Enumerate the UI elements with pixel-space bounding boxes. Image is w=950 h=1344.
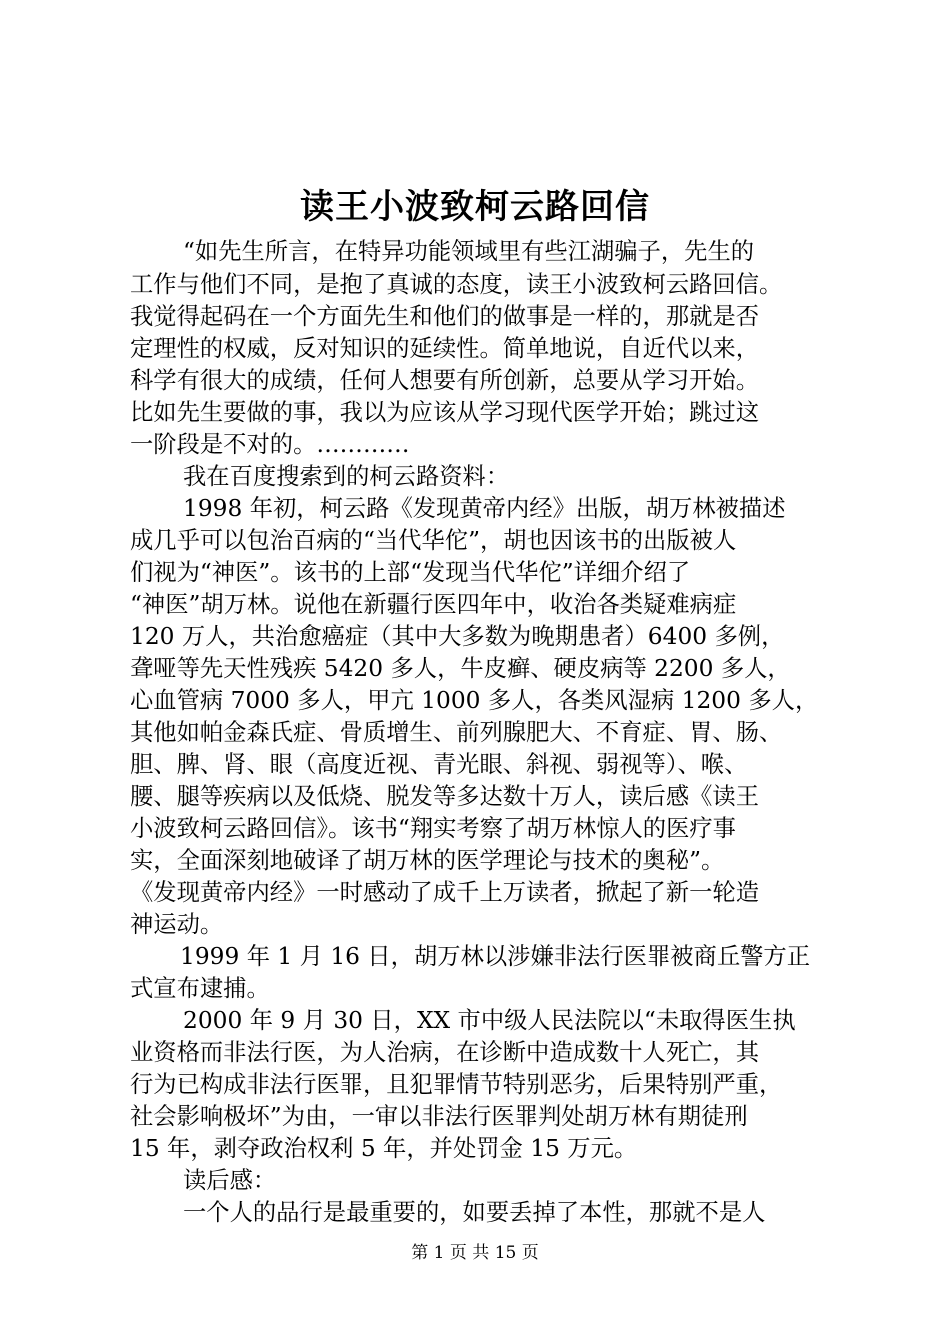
- page-number: 第 1 页 共 15 页: [411, 1243, 539, 1263]
- body-line: 式宣布逮捕。: [130, 975, 270, 1002]
- body-line: 120 万人，共治愈癌症（其中大多数为晚期患者）6400 多例，: [130, 623, 785, 650]
- body-line: 其他如帕金森氏症、骨质增生、前列腺肥大、不育症、胃、肠、: [130, 719, 783, 746]
- body-line: 1998 年初，柯云路《发现黄帝内经》出版，胡万林被描述: [183, 495, 786, 522]
- body-line: 胆、脾、肾、眼（高度近视、青光眼、斜视、弱视等）、喉、: [130, 751, 748, 778]
- body-line: 工作与他们不同，是抱了真诚的态度，读王小波致柯云路回信。: [130, 271, 783, 298]
- body-line: 腰、腿等疾病以及低烧、脱发等多达数十万人，读后感《读王: [130, 783, 760, 810]
- body-line: 行为已构成非法行医罪，且犯罪情节特别恶劣，后果特别严重，: [130, 1071, 783, 1098]
- body-line: 们视为“神医”。该书的上部“发现当代华佗”详细介绍了: [130, 559, 691, 586]
- body-line: 一个人的品行是最重要的，如要丢掉了本性，那就不是人: [183, 1199, 766, 1226]
- document-title: 读王小波致柯云路回信: [300, 187, 650, 227]
- body-line: 我觉得起码在一个方面先生和他们的做事是一样的，那就是否: [130, 303, 760, 330]
- body-line: 我在百度搜索到的柯云路资料：: [183, 463, 510, 490]
- body-line: 读后感：: [183, 1167, 277, 1194]
- body-line: 《发现黄帝内经》一时感动了成千上万读者，掀起了新一轮造: [130, 879, 760, 906]
- body-line: “如先生所言，在特异功能领域里有些江湖骗子，先生的: [183, 238, 755, 265]
- body-line: 业资格而非法行医，为人治病，在诊断中造成数十人死亡，其: [130, 1039, 760, 1066]
- body-line: 科学有很大的成绩，任何人想要有所创新，总要从学习开始。: [130, 367, 760, 394]
- body-line: 心血管病 7000 多人，甲亢 1000 多人，各类风湿病 1200 多人，: [130, 687, 819, 714]
- body-line: 定理性的权威，反对知识的延续性。简单地说，自近代以来，: [130, 335, 760, 362]
- body-line: 成几乎可以包治百病的“当代华佗”，胡也因该书的出版被人: [130, 527, 737, 554]
- body-line: 2000 年 9 月 30 日，XX 市中级人民法院以“未取得医生执: [183, 1007, 796, 1034]
- body-line: 15 年，剥夺政治权利 5 年，并处罚金 15 万元。: [130, 1135, 638, 1162]
- body-line: 社会影响极坏”为由，一审以非法行医罪判处胡万林有期徒刑: [130, 1103, 748, 1130]
- body-line: 一阶段是不对的。…………: [130, 431, 410, 458]
- body-line: “神医”胡万林。说他在新疆行医四年中，收治各类疑难病症: [130, 591, 737, 618]
- body-line: 实，全面深刻地破译了胡万林的医学理论与技术的奥秘”。: [130, 847, 725, 874]
- body-line: 小波致柯云路回信》。该书“翔实考察了胡万林惊人的医疗事: [130, 815, 736, 842]
- body-line: 聋哑等先天性残疾 5420 多人，牛皮癣、硬皮病等 2200 多人，: [130, 655, 791, 682]
- body-line: 比如先生要做的事，我以为应该从学习现代医学开始；跳过这: [130, 399, 760, 426]
- body-line: 1999 年 1 月 16 日，胡万林以涉嫌非法行医罪被商丘警方正: [180, 943, 811, 970]
- body-line: 神运动。: [130, 911, 224, 938]
